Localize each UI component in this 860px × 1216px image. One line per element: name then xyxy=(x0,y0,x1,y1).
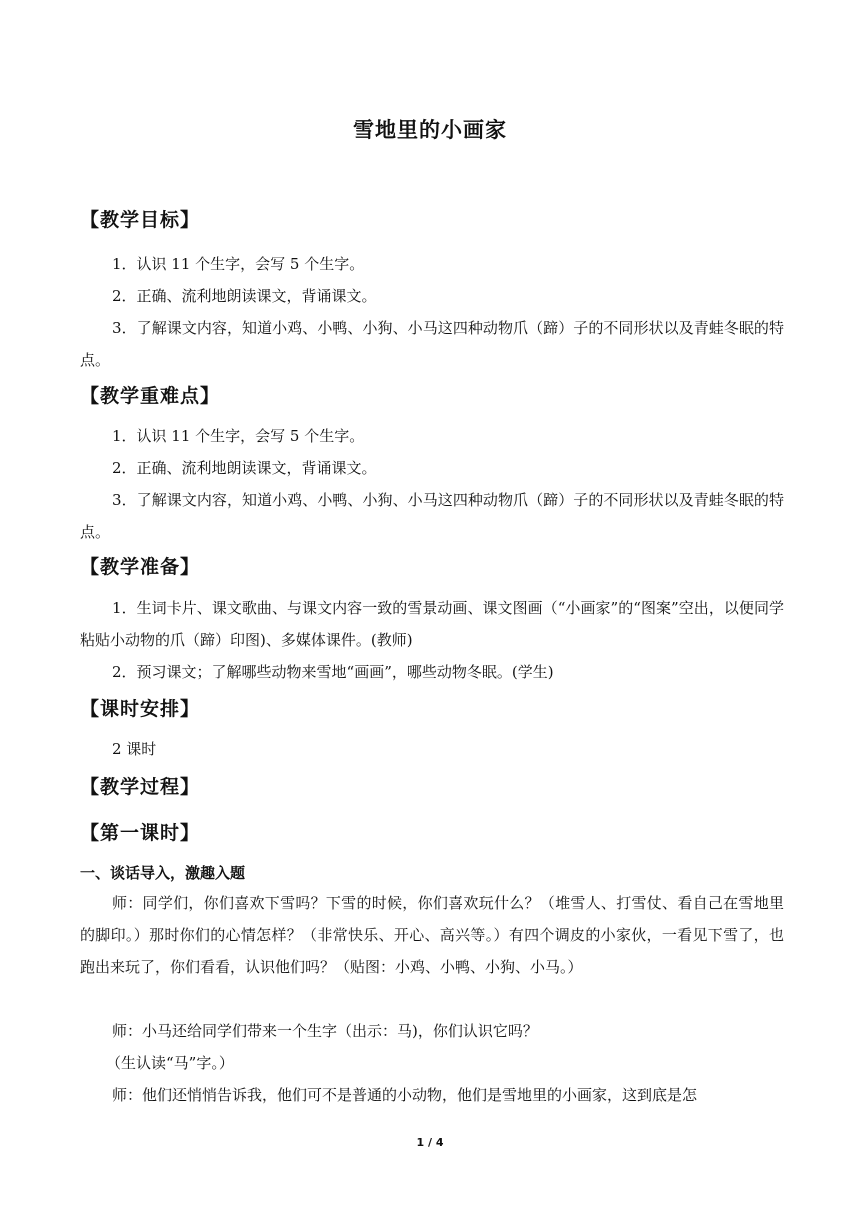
key-point-item-1: 1．认识 11 个生字，会写 5 个生字。 xyxy=(112,427,365,445)
preparation-item-2: 2．预习课文；了解哪些动物来雪地“画画”，哪些动物冬眠。(学生) xyxy=(112,663,554,681)
goal-item-3: 3．了解课文内容，知道小鸡、小鸭、小狗、小马这四种动物爪（蹄）子的不同形状以及青蛙冬眠的特点。 xyxy=(80,319,784,369)
goal-item-1: 1．认识 11 个生字，会写 5 个生字。 xyxy=(112,255,365,273)
key-point-item-2: 2．正确、流利地朗读课文，背诵课文。 xyxy=(112,459,377,477)
lesson-1-paragraph-2: 师：小马还给同学们带来一个生字（出示：马)，你们认识它吗？ xyxy=(112,1022,538,1040)
heading-lesson-1: 【第一课时】 xyxy=(80,822,201,844)
heading-process: 【教学过程】 xyxy=(80,776,201,798)
heading-schedule: 【课时安排】 xyxy=(80,698,201,720)
lesson-1-paragraph-1: 师：同学们，你们喜欢下雪吗？下雪的时候，你们喜欢玩什么？（堆雪人、打雪仗、看自己在雪地里的脚印。）那时你们的心情怎样？（非常快乐、开心、高兴等。）有四个调皮的小家伙，一看见下雪了，也跑出来玩了，你们看看，认识他们吗？（贴图：小鸡、小鸭、小狗、小马。） xyxy=(80,894,784,976)
preparation-item-1: 1．生词卡片、课文歌曲、与课文内容一致的雪景动画、课文图画（“小画家”的“图案”空出，以便同学粘贴小动物的爪（蹄）印图)、多媒体课件。(教师) xyxy=(80,599,784,649)
document-title: 雪地里的小画家 xyxy=(353,117,507,142)
schedule-text: 2 课时 xyxy=(112,740,157,758)
heading-teaching-goals: 【教学目标】 xyxy=(80,209,201,231)
lesson-1-paragraph-3: （生认读“马”字。） xyxy=(106,1054,234,1072)
page-indicator: 1 / 4 xyxy=(416,1136,444,1149)
goal-item-2: 2．正确、流利地朗读课文，背诵课文。 xyxy=(112,287,377,305)
heading-preparation: 【教学准备】 xyxy=(80,556,201,578)
heading-key-points: 【教学重难点】 xyxy=(80,385,221,407)
key-point-item-3: 3．了解课文内容，知道小鸡、小鸭、小狗、小马这四种动物爪（蹄）子的不同形状以及青蛙冬眠的特点。 xyxy=(80,491,784,541)
lesson-1-subheading: 一、谈话导入，激趣入题 xyxy=(80,864,246,882)
lesson-1-paragraph-4: 师：他们还悄悄告诉我，他们可不是普通的小动物，他们是雪地里的小画家，这到底是怎 xyxy=(112,1086,698,1104)
